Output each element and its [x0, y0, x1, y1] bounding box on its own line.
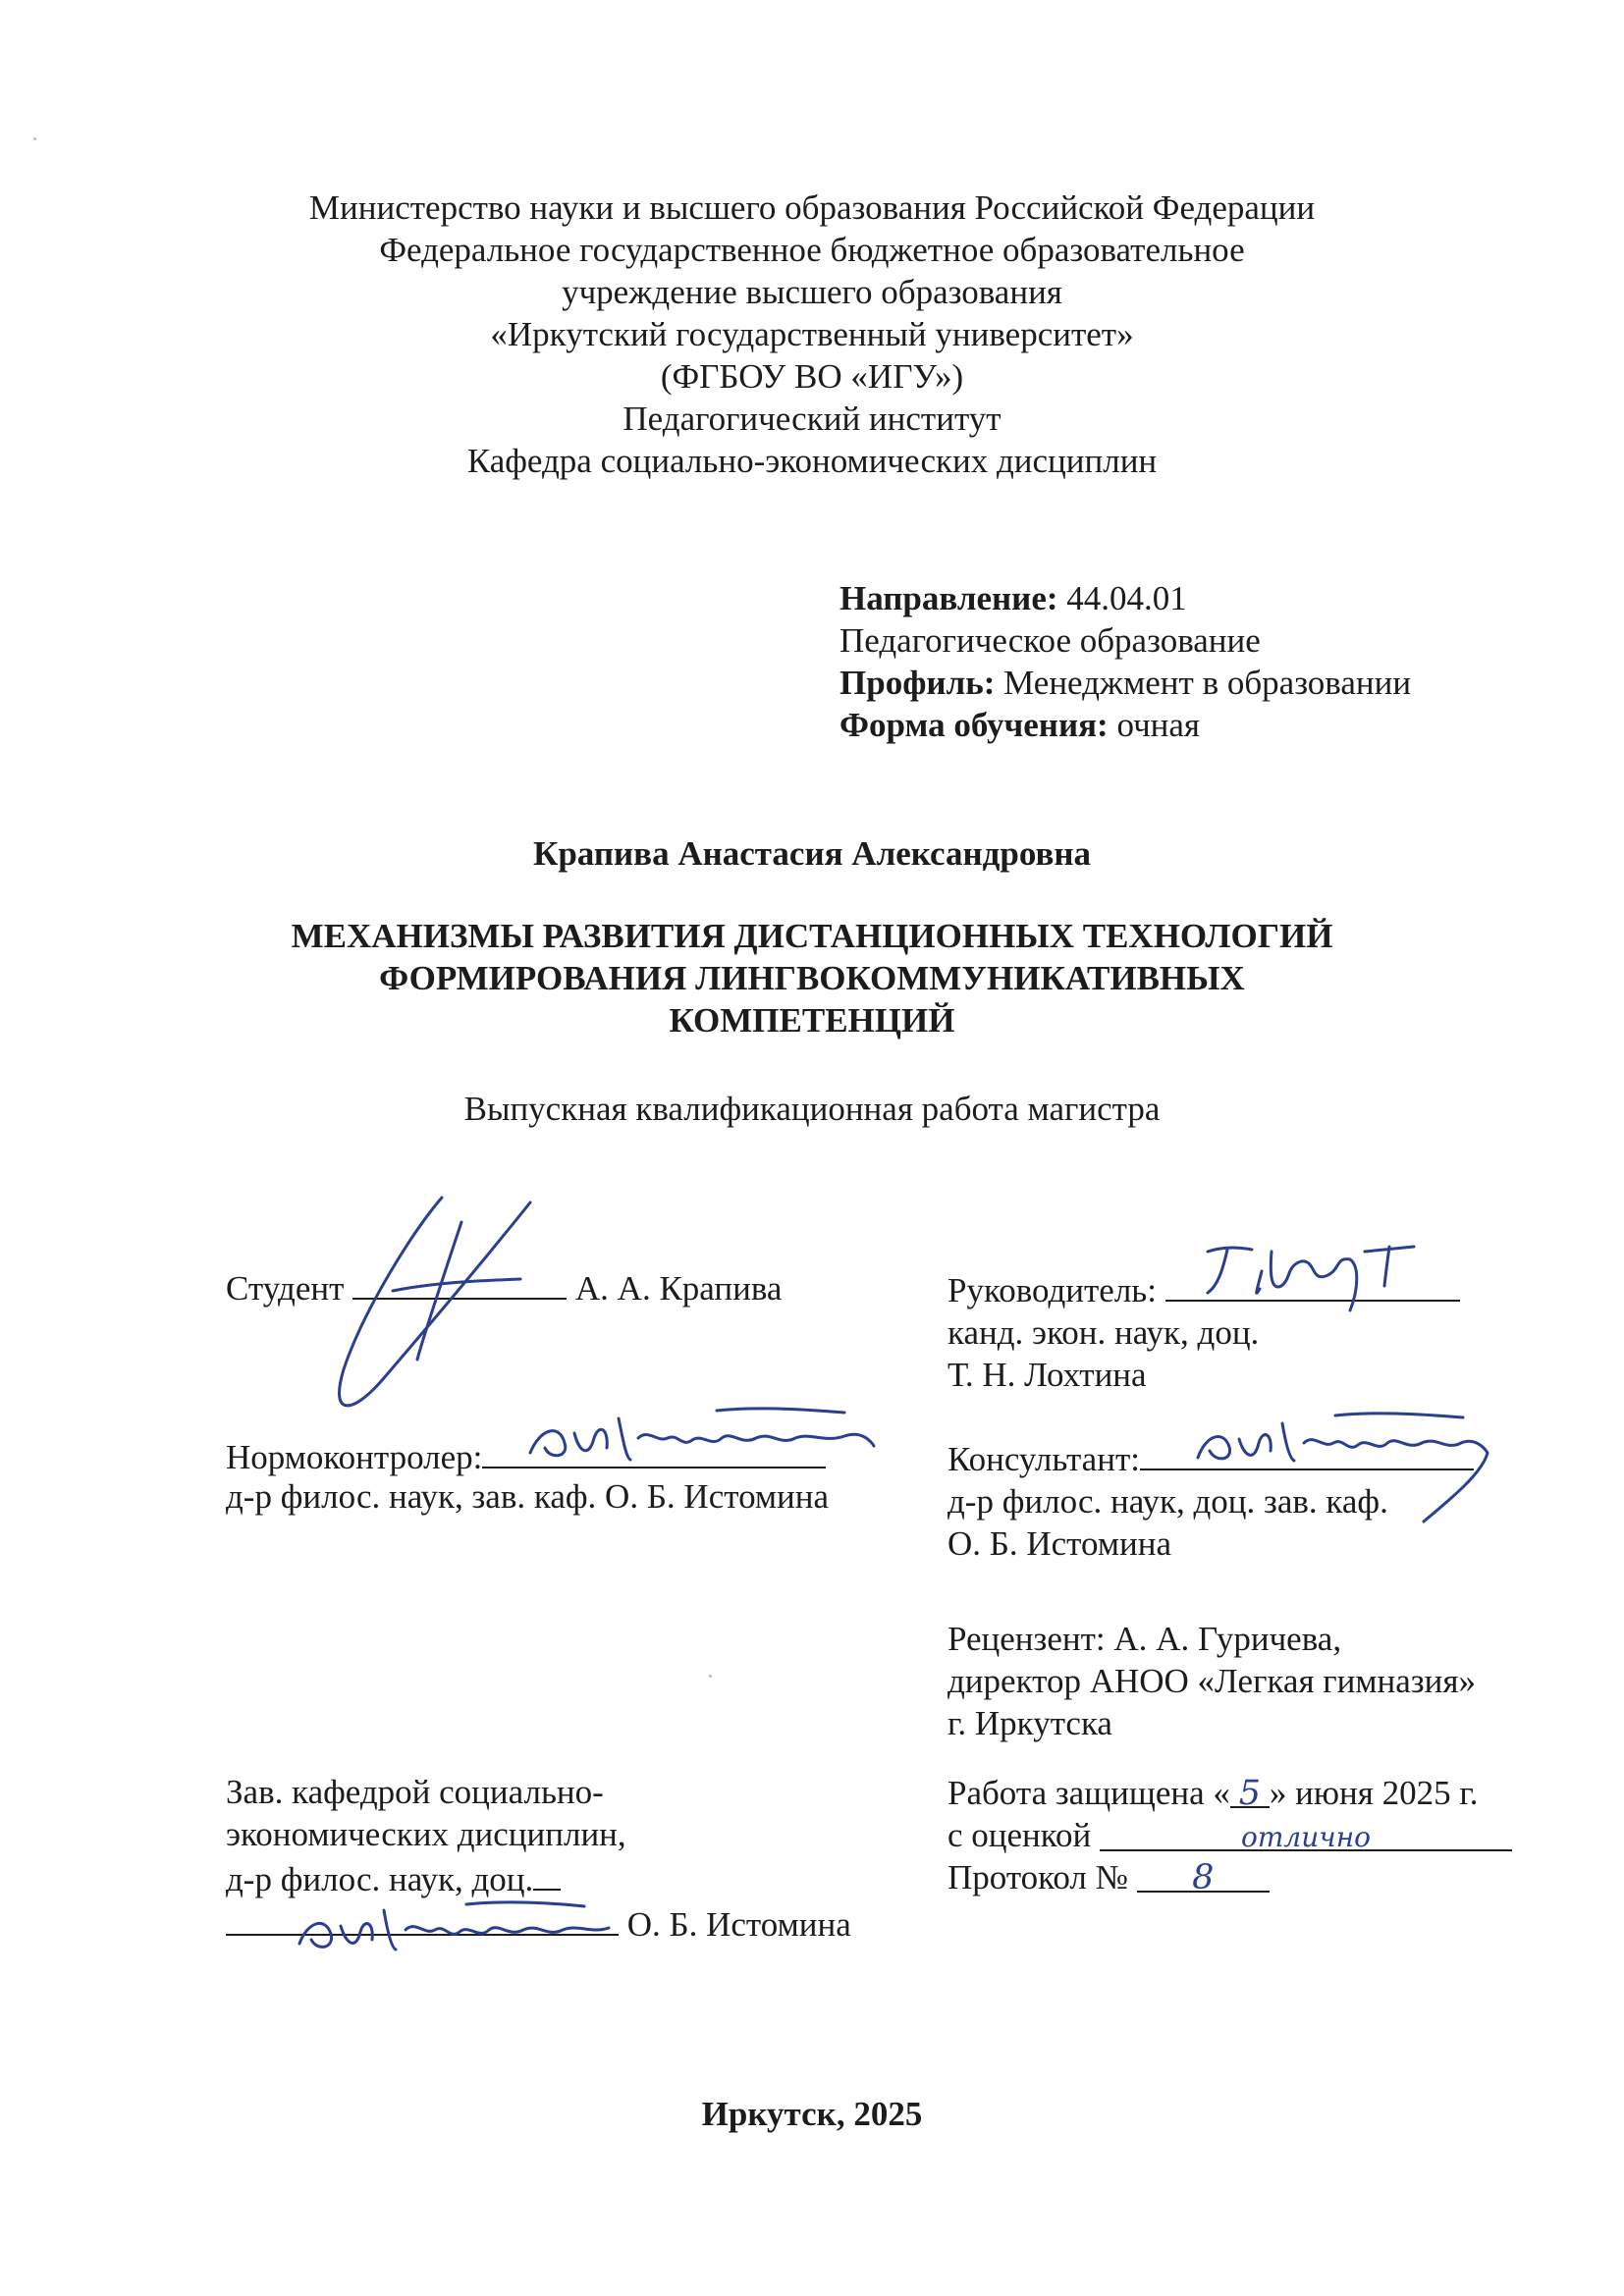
normcontrol-position: д-р филос. наук, зав. каф. О. Б. Истомина — [226, 1477, 830, 1516]
header-line-department: Кафедра социально-экономических дисциплин — [466, 442, 1158, 480]
head-signature-line — [226, 1900, 619, 1936]
institution-header — [0, 187, 1624, 482]
consultant-signature-line — [1140, 1435, 1474, 1470]
title-line-3: КОМПЕТЕНЦИЙ — [669, 1001, 955, 1040]
normcontrol-label: Нормоконтролер: — [226, 1438, 483, 1476]
header-line-institute: Педагогический институт — [623, 400, 1001, 438]
student-name: А. А. Крапива — [574, 1269, 783, 1308]
normcontrol-row — [226, 1433, 826, 1478]
title-line-2: ФОРМИРОВАНИЯ ЛИНГВОКОММУНИКАТИВНЫХ — [379, 959, 1245, 997]
defense-block — [947, 1772, 1512, 1898]
program-info — [839, 577, 1411, 746]
profile-value: Менеджмент в образовании — [1003, 664, 1412, 702]
supervisor-name: Т. Н. Лохтина — [947, 1356, 1147, 1394]
consultant-label: Консультант: — [947, 1440, 1140, 1478]
student-row — [226, 1264, 782, 1309]
grade-row — [947, 1814, 1512, 1856]
supervisor-row — [947, 1266, 1460, 1311]
reviewer-line-2: директор АНОО «Легкая гимназия» — [947, 1662, 1476, 1700]
direction-row — [839, 577, 1411, 619]
city-year: Иркутск, 2025 — [701, 2095, 923, 2133]
grade-label: с оценкой — [947, 1816, 1092, 1854]
direction-value: 44.04.01 — [1066, 579, 1187, 617]
defended-suffix: » июня 2025 г. — [1269, 1774, 1479, 1812]
head-name: О. Б. Истомина — [626, 1905, 851, 1944]
head-line-1: Зав. кафедрой социально- — [226, 1773, 604, 1811]
protocol-row — [947, 1856, 1512, 1898]
head-short-line — [533, 1855, 561, 1891]
consultant-degree: д-р филос. наук, доц. зав. каф. — [947, 1482, 1388, 1521]
header-line-ministry: Министерство науки и высшего образования Российской Федерации — [308, 188, 1316, 227]
head-line-2: экономических дисциплин, — [226, 1815, 626, 1853]
consultant-block — [947, 1435, 1474, 1565]
supervisor-label: Руководитель: — [947, 1271, 1157, 1309]
header-line-federal: Федеральное государственное бюджетное образовательное — [379, 231, 1245, 269]
header-line-abbrev: (ФГБОУ ВО «ИГУ») — [660, 357, 964, 396]
defended-prefix: Работа защищена « — [947, 1774, 1230, 1812]
direction-label: Направление: — [839, 579, 1058, 617]
student-signature-line — [352, 1264, 567, 1300]
scan-speck — [33, 137, 36, 140]
head-signature-row — [226, 1900, 851, 1946]
header-line-university: «Иркутский государственный университет» — [490, 315, 1134, 353]
direction-name: Педагогическое образование — [839, 621, 1261, 660]
form-label: Форма обучения: — [839, 706, 1109, 744]
consultant-row — [947, 1435, 1474, 1480]
defended-row — [947, 1772, 1512, 1814]
grade-value: отлично — [1100, 1816, 1512, 1851]
reviewer-block — [947, 1618, 1476, 1744]
protocol-label: Протокол № — [947, 1858, 1129, 1896]
consultant-name: О. Б. Истомина — [947, 1524, 1171, 1563]
normcontrol-signature-line — [482, 1433, 826, 1468]
title-line-1: МЕХАНИЗМЫ РАЗВИТИЯ ДИСТАНЦИОННЫХ ТЕХНОЛОГИЙ — [291, 917, 1333, 955]
protocol-value: 8 — [1137, 1857, 1270, 1893]
defended-day: 5 — [1230, 1773, 1270, 1808]
profile-label: Профиль: — [839, 664, 996, 702]
supervisor-block — [947, 1266, 1460, 1396]
work-type: Выпускная квалификационная работа магистра — [463, 1090, 1161, 1128]
reviewer-line-1: Рецензент: А. А. Гуричева, — [947, 1620, 1342, 1658]
form-row — [839, 704, 1411, 746]
thesis-title — [0, 915, 1624, 1041]
supervisor-signature-line — [1165, 1266, 1460, 1302]
header-line-institution-type: учреждение высшего образования — [562, 273, 1062, 311]
student-label: Студент — [226, 1269, 345, 1308]
department-head-block — [226, 1771, 851, 1946]
form-value: очная — [1116, 706, 1201, 744]
scan-speck — [709, 1675, 712, 1678]
author-name: Крапива Анастасия Александровна — [532, 834, 1092, 873]
head-line-3: д-р филос. наук, доц. — [226, 1860, 534, 1898]
student-signature — [324, 1193, 540, 1428]
reviewer-line-3: г. Иркутска — [947, 1704, 1112, 1742]
head-line-3-row — [226, 1855, 851, 1900]
supervisor-degree: канд. экон. наук, доц. — [947, 1313, 1260, 1352]
profile-row — [839, 662, 1411, 704]
